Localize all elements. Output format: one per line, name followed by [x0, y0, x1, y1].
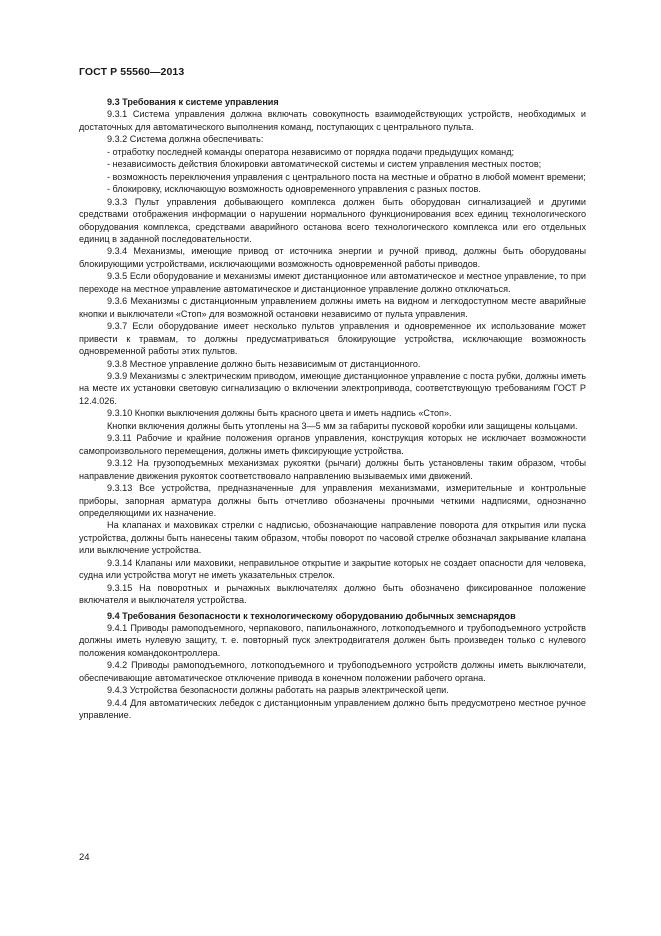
paragraph: 9.3.10 Кнопки выключения должны быть красного цвета и иметь надпись «Стоп».: [107, 408, 452, 419]
list-item: - независимость действия блокировки автоматической системы и систем управления местных постов;: [107, 159, 542, 170]
paragraph: 9.3.7 Если оборудование имеет несколько пультов управления и одновременное их использование может привести к травмам, то должны предусматриваться блокирующие устройства, исключающие возможность одновременной работы этих пультов.: [79, 321, 586, 357]
paragraph: Кнопки включения должны быть утоплены на 3—5 мм за габариты пусковой коробки или защищены кольцами.: [107, 420, 578, 431]
paragraph: 9.3.6 Механизмы с дистанционным управлением должны иметь на видном и легкодоступном месте аварийные кнопки и выключатели «Стоп» для возможной остановки независимо от пульта управления.: [79, 296, 586, 319]
paragraph: 9.3.5 Если оборудование и механизмы имеют дистанционное или автоматическое и местное управление, то при переходе на местное управление автоматическое и дистанционное управление должно отключаться.: [79, 271, 586, 294]
paragraph: 9.3.15 На поворотных и рычажных выключателях должно быть обозначено фиксированное положение включателя и выключателя устройства.: [79, 582, 586, 606]
paragraph: 9.4.4 Для автоматических лебедок с дистанционным управлением должно быть предусмотрено местное ручное управление.: [79, 697, 586, 721]
paragraph: 9.3.13 Все устройства, предназначенные для управления механизмами, измерительные и контрольные приборы, запорная арматура должны быть отчетливо обозначены прочными четкими надписями, однозначно определяющими их назначение.: [79, 483, 586, 518]
paragraph: 9.3.14 Клапаны или маховики, неправильное открытие и закрытие которых не создает опасности для человека, судна или устройства могут не иметь указательных стрелок.: [79, 557, 586, 581]
document-body: [79, 95, 586, 722]
list-item: - отработку последней команды оператора независимо от порядка подачи предыдущих команд;: [107, 146, 515, 157]
paragraph: 9.3.4 Механизмы, имеющие привод от источника энергии и ручной привод, должны быть оборудованы блокирующими устройствами, исключающими возможность одновременной работы приводов.: [79, 246, 586, 269]
paragraph: 9.3.9 Механизмы с электрическим приводом, имеющие дистанционное управление с поста рубки, должны иметь на месте их установки световую сигнализацию о включении электропривода, соответствующую требованиям ГОСТ Р 12.4.026.: [79, 370, 586, 406]
paragraph: 9.4.3 Устройства безопасности должны работать на разрыв электрической цепи.: [107, 685, 449, 696]
paragraph: 9.3.8 Местное управление должно быть независимым от дистанционного.: [107, 358, 421, 369]
paragraph: 9.3.12 На грузоподъемных механизмах рукоятки (рычаги) должны быть установлены таким образом, чтобы направление движения рукояток соответствовало направлению вызываемых ими движений.: [79, 458, 586, 481]
paragraph: 9.3.3 Пульт управления добывающего комплекса должен быть оборудован сигнализацией и другими средствами отображения информации о нарушении нормального функционирования всех единиц технологического оборудования комплекса, средствами аварийного останова всего технологического комплекса или его отдельных единиц в заданной последовательности.: [79, 196, 586, 244]
section-heading-9-4: 9.4 Требования безопасности к технологическому оборудованию добычных земснарядов: [107, 610, 516, 621]
paragraph: 9.3.2 Система должна обеспечивать:: [107, 134, 264, 145]
document-header: ГОСТ Р 55560—2013: [79, 66, 185, 78]
paragraph: 9.4.2 Приводы рамоподъемного, лоткоподъемного и трубоподъемного устройств должны иметь выключатели, обеспечивающие автоматическое отключение привода в конечном положении рабочего органа.: [79, 660, 586, 683]
page-number: 24: [79, 852, 90, 863]
paragraph: 9.4.1 Приводы рамоподъемного, черпакового, папильонажного, лоткоподъемного и трубоподъемного устройств должны иметь нулевую защиту, т. е. повторный пуск электродвигателя должен быть произведен только с нулевого положения командоконтроллера.: [79, 623, 586, 658]
list-item: - возможность переключения управления с центрального поста на местные и обратно в любой момент времени;: [107, 171, 586, 182]
paragraph: 9.3.11 Рабочие и крайние положения органов управления, конструкция которых не исключает возможности самопроизвольного перемещения, должны иметь фиксирующие устройства.: [79, 433, 586, 456]
paragraph: На клапанах и маховиках стрелки с надписью, обозначающие направление поворота для открытия или пуска устройства, должны быть нанесены таким образом, чтобы поворот по часовой стрелке обозначал закрывание клапана или выключение устройства.: [79, 520, 586, 556]
section-heading-9-3: 9.3 Требования к системе управления: [107, 97, 279, 107]
list-item: - блокировку, исключающую возможность одновременного управления с разных постов.: [107, 184, 481, 195]
paragraph: 9.3.1 Система управления должна включать совокупность взаимодействующих устройств, необходимых и достаточных для автоматического выполнения команд, поступающих с центрального пульта.: [79, 109, 586, 132]
